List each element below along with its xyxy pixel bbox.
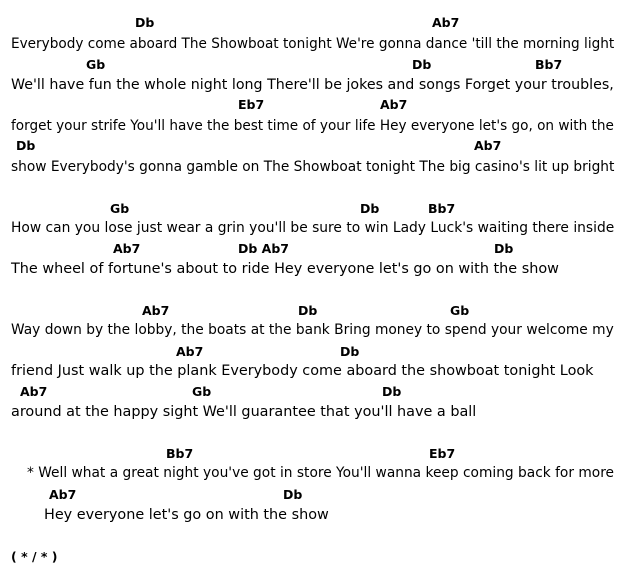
chord: Gb (192, 384, 212, 399)
chord: Ab7 (432, 15, 460, 30)
chord: Db (135, 15, 155, 30)
chord: Db (382, 384, 402, 399)
chord: Bb7 (166, 446, 194, 461)
lyric-line: How can you lose just wear a grin you'll be sure to win Lady Luck's waiting there inside (11, 220, 615, 236)
lyric-line: * Well what a great night you've got in store You'll wanna keep coming back for more (27, 465, 615, 481)
chord: Db (340, 344, 360, 359)
chord: Eb7 (238, 97, 265, 112)
chord: Db (494, 241, 514, 256)
chord: Ab7 (380, 97, 408, 112)
lyric-line: Hey everyone let's go on with the show (44, 507, 329, 523)
chord: Bb7 (428, 201, 456, 216)
chord: Gb (450, 303, 470, 318)
chord: Ab7 (113, 241, 141, 256)
chord: Ab7 (176, 344, 204, 359)
chord: Db (16, 138, 36, 153)
lyric-line: around at the happy sight We'll guarantee that you'll have a ball (11, 404, 477, 420)
lyric-line: forget your strife You'll have the best time of your life Hey everyone let's go, on with the (11, 118, 614, 134)
chord: Ab7 (142, 303, 170, 318)
chord: Db (283, 487, 303, 502)
lyric-line: Way down by the lobby, the boats at the bank Bring money to spend your welcome my (11, 322, 614, 338)
lyric-line: Everybody come aboard The Showboat tonight We're gonna dance 'till the morning light (11, 36, 615, 52)
chord: Bb7 (535, 57, 563, 72)
lyric-line: show Everybody's gonna gamble on The Showboat tonight The big casino's lit up bright (11, 159, 615, 175)
repeat-marker: ( * / * ) (11, 549, 58, 564)
chord: Eb7 (429, 446, 456, 461)
chord: Ab7 (474, 138, 502, 153)
chord: Db (298, 303, 318, 318)
chord: Gb (110, 201, 130, 216)
lyric-line: The wheel of fortune's about to ride Hey everyone let's go on with the show (11, 261, 559, 277)
chord: Ab7 (20, 384, 48, 399)
lyric-line: We'll have fun the whole night long There'll be jokes and songs Forget your troubles, (11, 77, 614, 93)
chord: Db (360, 201, 380, 216)
chord: Db (412, 57, 432, 72)
chord: Gb (86, 57, 106, 72)
lyric-line: friend Just walk up the plank Everybody come aboard the showboat tonight Look (11, 363, 594, 379)
chord: Db Ab7 (238, 241, 289, 256)
chord: Ab7 (49, 487, 77, 502)
